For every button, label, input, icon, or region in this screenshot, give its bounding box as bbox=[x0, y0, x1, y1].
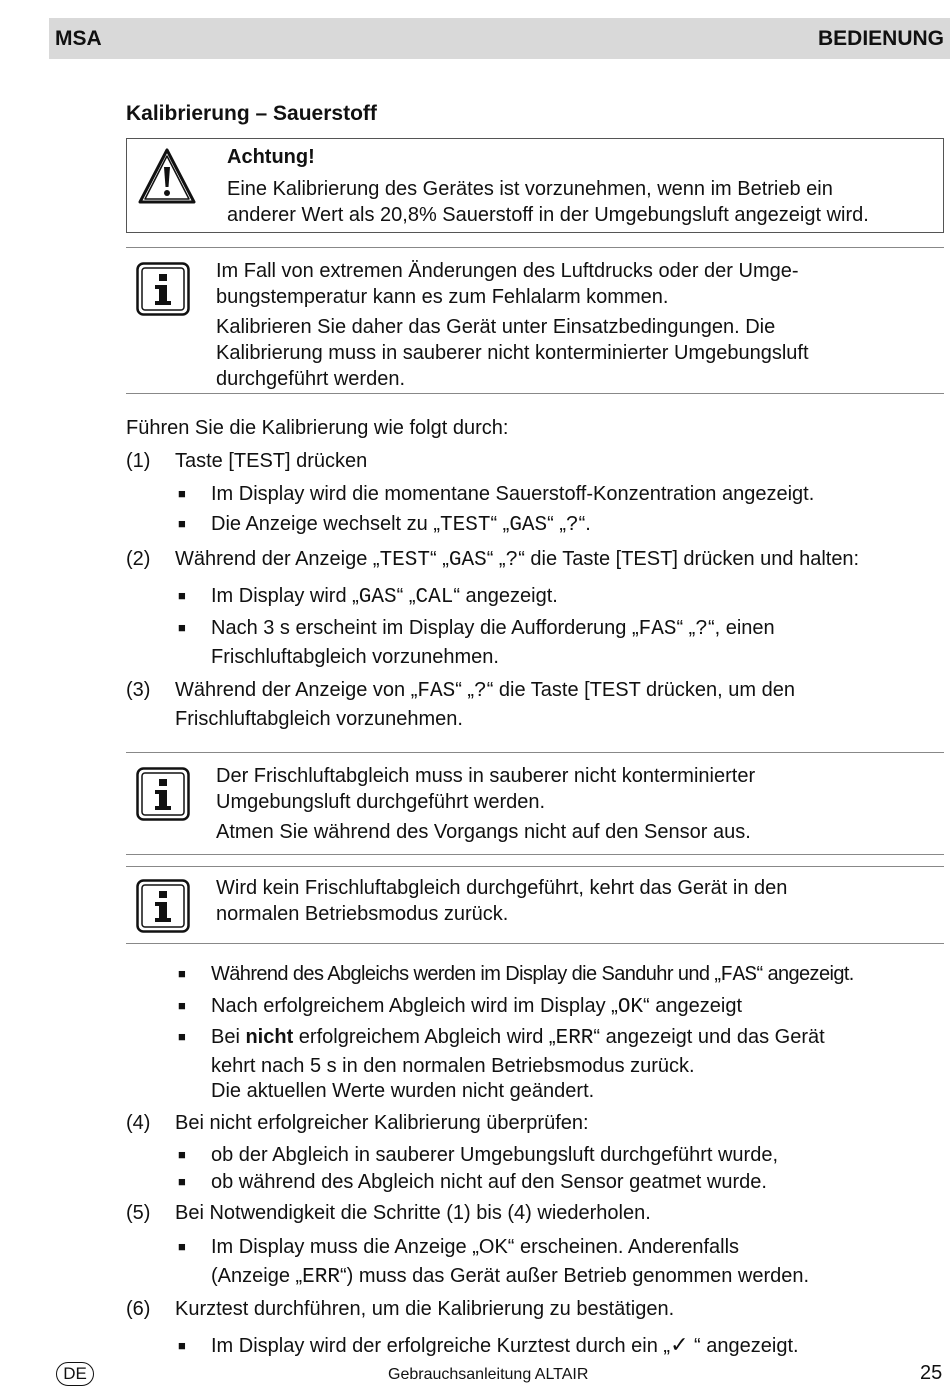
bullet-text: ob während des Abgleich nicht auf den Sensor geatmet wurde. bbox=[211, 1171, 767, 1193]
info-line: Atmen Sie während des Vorgangs nicht auf den Sensor aus. bbox=[216, 821, 751, 843]
warning-text bbox=[227, 176, 937, 228]
bullet-icon: ■ bbox=[178, 998, 186, 1013]
step-text: Bei nicht erfolgreicher Kalibrierung überprüfen: bbox=[175, 1112, 589, 1134]
warning-line: Eine Kalibrierung des Gerätes ist vorzunehmen, wenn im Betrieb ein bbox=[227, 178, 833, 200]
bullet-icon: ■ bbox=[178, 620, 186, 635]
footer-title: Gebrauchsanleitung ALTAIR bbox=[388, 1366, 589, 1383]
step-number: (1) bbox=[126, 450, 151, 472]
bullet-text: Bei nicht erfolgreichem Abgleich wird „ERR“ angezeigt und das Gerät bbox=[211, 1026, 825, 1050]
page-header bbox=[49, 18, 950, 59]
info-block-fresh-air bbox=[126, 752, 944, 855]
bullet-text: Im Display wird die momentane Sauerstoff-Konzentration angezeigt. bbox=[211, 483, 815, 505]
section-title: Kalibrierung – Sauerstoff bbox=[126, 102, 377, 125]
bullet-icon: ■ bbox=[178, 1174, 186, 1189]
bullet-icon: ■ bbox=[178, 516, 186, 531]
info-icon bbox=[136, 879, 190, 933]
bullet-text: Im Display wird der erfolgreiche Kurztest durch ein „✓ “ angezeigt. bbox=[211, 1332, 799, 1357]
page-number: 25 bbox=[920, 1362, 943, 1384]
info-block-no-adjust bbox=[126, 866, 944, 944]
info-line: Wird kein Frischluftabgleich durchgeführt, kehrt das Gerät in den bbox=[216, 877, 788, 899]
step-number: (2) bbox=[126, 548, 151, 570]
bullet-icon: ■ bbox=[178, 1147, 186, 1162]
info-text bbox=[216, 258, 916, 392]
info-line: durchgeführt werden. bbox=[216, 368, 406, 390]
info-text bbox=[216, 763, 916, 845]
bullet-text: kehrt nach 5 s in den normalen Betriebsmodus zurück. bbox=[211, 1055, 695, 1077]
bullet-icon: ■ bbox=[178, 486, 186, 501]
bullet-icon: ■ bbox=[178, 1029, 186, 1044]
info-line: bungstemperatur kann es zum Fehlalarm kommen. bbox=[216, 286, 669, 308]
checkmark-icon: ✓ bbox=[670, 1332, 689, 1357]
step-number: (5) bbox=[126, 1202, 151, 1224]
header-section: BEDIENUNG bbox=[817, 27, 944, 50]
bullet-text: Im Display wird „GAS“ „CAL“ angezeigt. bbox=[211, 585, 558, 609]
step-text: Während der Anzeige „TEST“ „GAS“ „?“ die Taste [TEST] drücken und halten: bbox=[175, 548, 860, 572]
bullet-text: Während des Abgleichs werden im Display die Sanduhr und „FAS“ angezeigt. bbox=[211, 963, 854, 987]
step-text: Während der Anzeige von „FAS“ „?“ die Taste [TEST drücken, um den bbox=[175, 679, 795, 703]
header-brand: MSA bbox=[55, 27, 102, 50]
language-badge: DE bbox=[56, 1362, 94, 1386]
warning-line: anderer Wert als 20,8% Sauerstoff in der Umgebungsluft angezeigt wird. bbox=[227, 204, 869, 226]
bullet-text: Die Anzeige wechselt zu „TEST“ „GAS“ „?“. bbox=[211, 513, 591, 537]
info-icon bbox=[136, 262, 190, 316]
info-icon bbox=[136, 767, 190, 821]
step-text: Taste [TEST] drücken bbox=[175, 450, 368, 472]
info-text bbox=[216, 875, 916, 927]
warning-triangle-icon bbox=[137, 147, 197, 207]
step-text: Frischluftabgleich vorzunehmen. bbox=[175, 708, 463, 730]
intro-text: Führen Sie die Kalibrierung wie folgt durch: bbox=[126, 417, 509, 439]
step-text: Kurztest durchführen, um die Kalibrierung zu bestätigen. bbox=[175, 1298, 675, 1320]
info-line: normalen Betriebsmodus zurück. bbox=[216, 903, 509, 925]
bullet-text: Frischluftabgleich vorzunehmen. bbox=[211, 646, 499, 668]
bullet-icon: ■ bbox=[178, 966, 186, 981]
bullet-icon: ■ bbox=[178, 1239, 186, 1254]
info-line: Der Frischluftabgleich muss in sauberer nicht konterminierter bbox=[216, 765, 756, 787]
bullet-text: Nach erfolgreichem Abgleich wird im Display „OK“ angezeigt bbox=[211, 995, 743, 1019]
bullet-text: Im Display muss die Anzeige „OK“ erscheinen. Anderenfalls bbox=[211, 1236, 740, 1258]
step-number: (4) bbox=[126, 1112, 151, 1134]
info-line: Im Fall von extremen Änderungen des Luftdrucks oder der Umge- bbox=[216, 260, 799, 282]
bullet-text: Die aktuellen Werte wurden nicht geändert. bbox=[211, 1080, 595, 1102]
info-line: Kalibrieren Sie daher das Gerät unter Einsatzbedingungen. Die bbox=[216, 316, 776, 338]
warning-box bbox=[126, 138, 944, 233]
bullet-icon: ■ bbox=[178, 1338, 186, 1353]
bullet-text: (Anzeige „ERR“) muss das Gerät außer Betrieb genommen werden. bbox=[211, 1265, 810, 1289]
bullet-icon: ■ bbox=[178, 588, 186, 603]
warning-title: Achtung! bbox=[227, 146, 315, 168]
step-text: Bei Notwendigkeit die Schritte (1) bis (4) wiederholen. bbox=[175, 1202, 651, 1224]
info-line: Umgebungsluft durchgeführt werden. bbox=[216, 791, 546, 813]
info-block-pressure bbox=[126, 247, 944, 394]
bullet-text: ob der Abgleich in sauberer Umgebungsluft durchgeführt wurde, bbox=[211, 1144, 779, 1166]
bullet-text: Nach 3 s erscheint im Display die Aufforderung „FAS“ „?“, einen bbox=[211, 617, 775, 641]
step-number: (6) bbox=[126, 1298, 151, 1320]
info-line: Kalibrierung muss in sauberer nicht konterminierter Umgebungsluft bbox=[216, 342, 809, 364]
step-number: (3) bbox=[126, 679, 151, 701]
